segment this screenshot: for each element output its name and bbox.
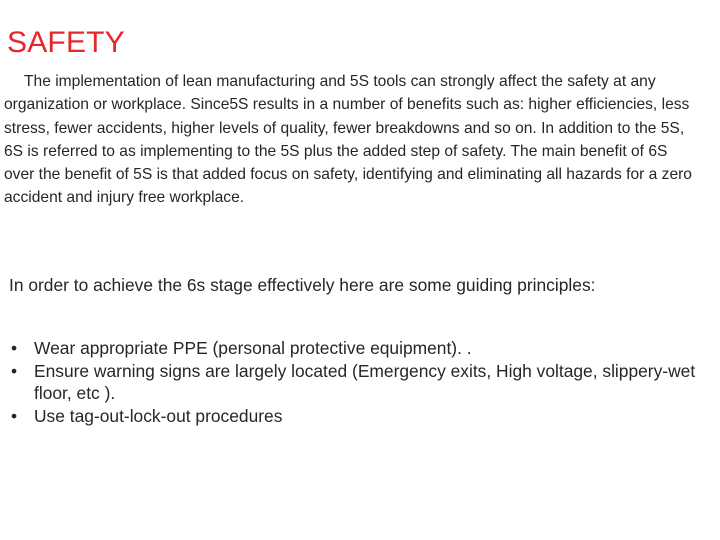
lead-paragraph: In order to achieve the 6s stage effectively here are some guiding principles: bbox=[9, 275, 596, 295]
bullet-icon: • bbox=[10, 360, 18, 381]
list-item bbox=[7, 405, 707, 428]
list-item bbox=[7, 360, 707, 405]
intro-paragraph: The implementation of lean manufacturing and 5S tools can strongly affect the safety at any organization or workplace. Since5S results in a number of benefits such as: higher efficiencies, less stress, fewer accidents, higher levels of quality, fewer breakdowns and so on. In addition to the 5S, 6S is referred to as implementing to the 5S plus the added step of safety. The main benefit of 6S over the benefit of 5S is that added focus on safety, identifying and eliminating all hazards for a zero accident and injury free workplace. bbox=[4, 73, 692, 207]
bullet-icon: • bbox=[10, 338, 18, 358]
list-item-text: Wear appropriate PPE (personal protective equipment). . bbox=[34, 338, 472, 358]
bullet-icon: • bbox=[10, 405, 18, 426]
list-item-text: Use tag-out-lock-out procedures bbox=[34, 405, 283, 426]
list-item bbox=[7, 337, 707, 360]
slide-title: SAFETY bbox=[7, 26, 125, 59]
list-item-text: Ensure warning signs are largely located (Emergency exits, High voltage, slippery-wet floor, etc ). bbox=[34, 360, 696, 403]
principles-list bbox=[7, 337, 707, 427]
